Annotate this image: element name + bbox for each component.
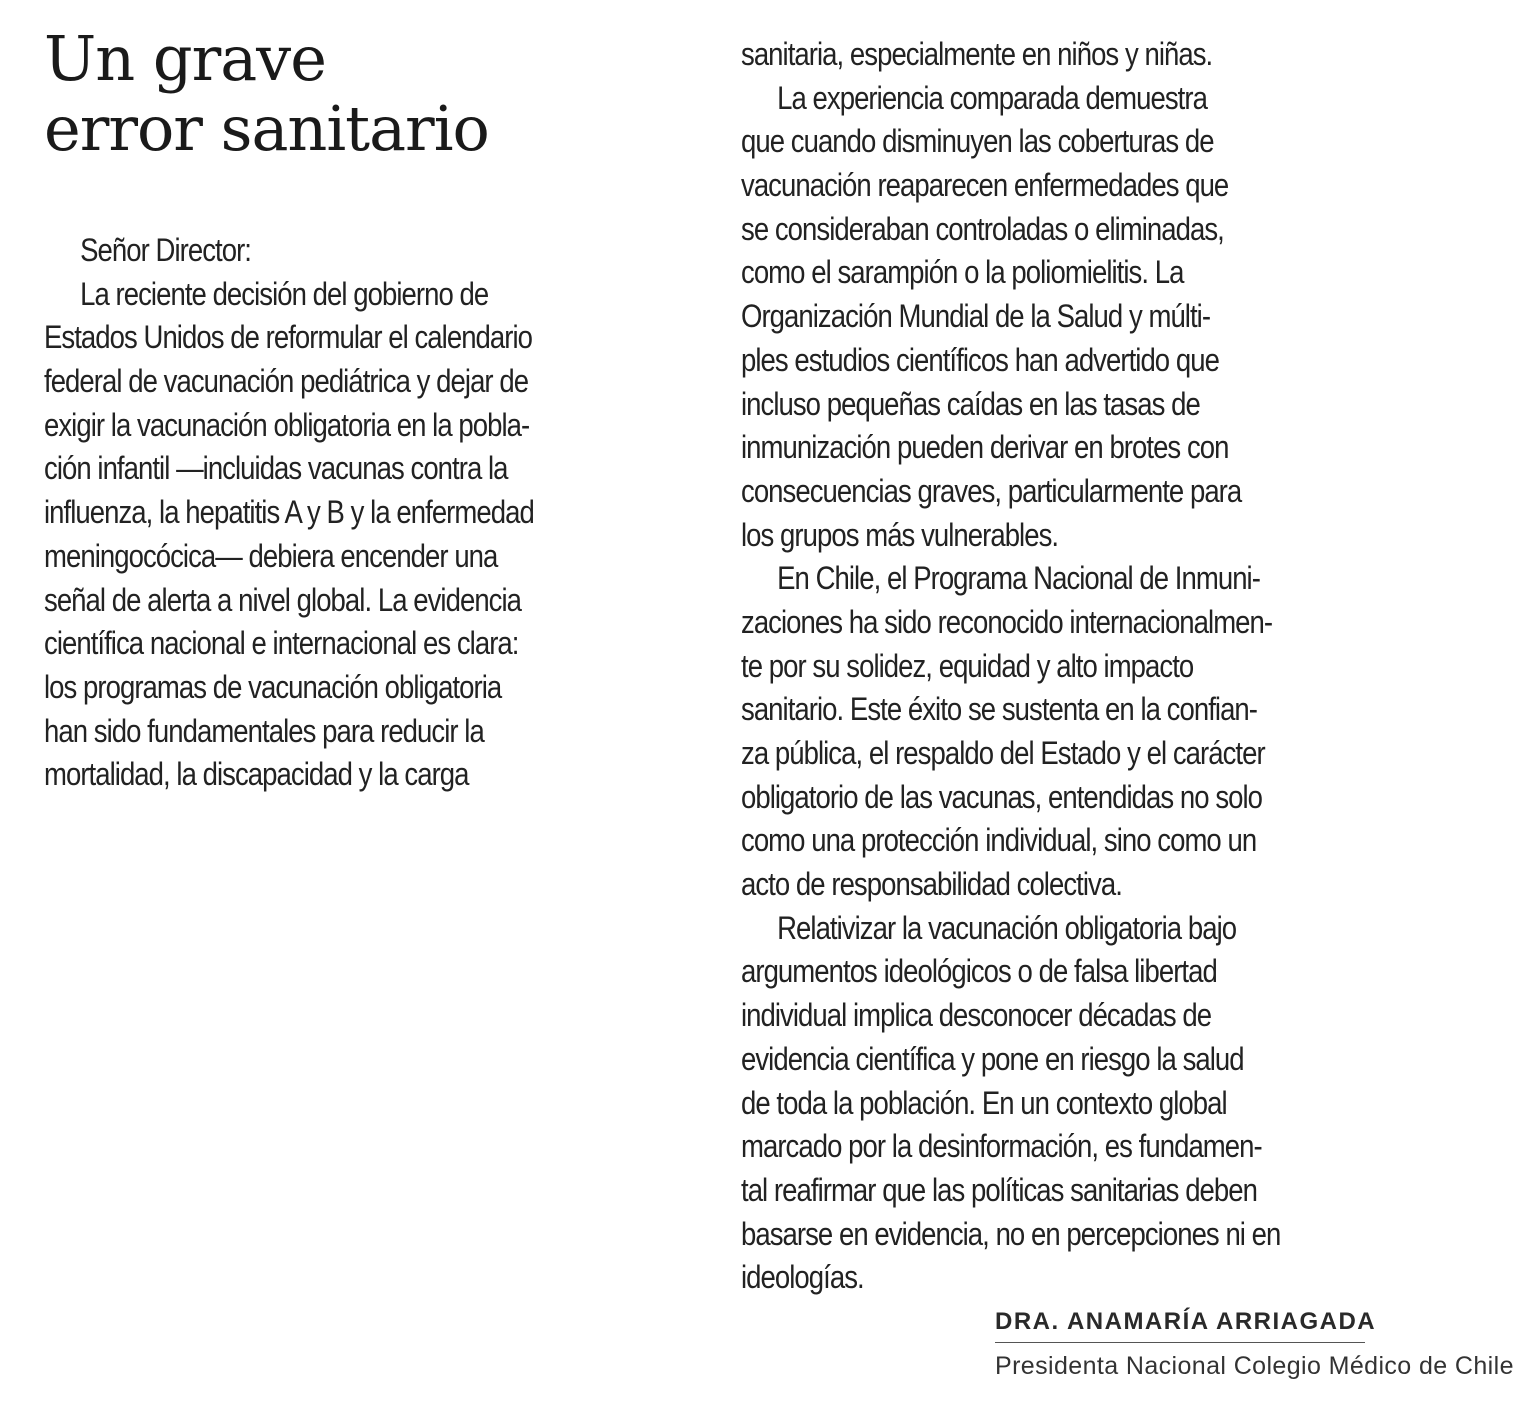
paragraph-line: sanitario. Este éxito se sustenta en la confian- <box>741 691 1258 728</box>
paragraph-line: Estados Unidos de reformular el calendario <box>44 319 533 356</box>
left-column <box>44 229 534 797</box>
paragraph-line: evidencia científica y pone en riesgo la salud <box>741 1040 1244 1077</box>
paragraph-line: En Chile, el Programa Nacional de Inmuni- <box>777 560 1260 597</box>
paragraph-line: los programas de vacunación obligatoria <box>44 668 502 705</box>
salutation: Señor Director: <box>80 232 252 268</box>
paragraph-line: como el sarampión o la poliomielitis. La <box>741 254 1184 291</box>
paragraph-line: federal de vacunación pediátrica y dejar de <box>44 363 529 400</box>
paragraph-line: La reciente decisión del gobierno de <box>80 275 489 312</box>
paragraph-line: vacunación reaparecen enfermedades que <box>741 167 1229 204</box>
paragraph-line: los grupos más vulnerables. <box>741 516 1059 553</box>
paragraph-line: exigir la vacunación obligatoria en la pobla- <box>44 406 530 443</box>
paragraph-line: ples estudios científicos han advertido que <box>741 341 1219 378</box>
paragraph-line: marcado por la desinformación, es fundamen- <box>741 1128 1262 1165</box>
paragraph-line: incluso pequeñas caídas en las tasas de <box>741 385 1200 422</box>
paragraph-line: za pública, el respaldo del Estado y el carácter <box>741 735 1265 771</box>
paragraph-line: obligatorio de las vacunas, entendidas no solo <box>741 778 1263 815</box>
headline-line-1: Un grave <box>44 22 326 95</box>
paragraph-line: ideologías. <box>741 1259 864 1296</box>
paragraph-line: Organización Mundial de la Salud y múlti- <box>741 298 1211 335</box>
paragraph-line: La experiencia comparada demuestra <box>777 79 1207 116</box>
paragraph-line: como una protección individual, sino como un <box>741 822 1257 859</box>
paragraph-line: te por su solidez, equidad y alto impacto <box>741 647 1194 684</box>
paragraph-line: mortalidad, la discapacidad y la carga <box>44 756 469 793</box>
paragraph-line: argumentos ideológicos o de falsa libertad <box>741 953 1217 990</box>
paragraph-line: señal de alerta a nivel global. La evidencia <box>44 581 522 618</box>
headline <box>44 24 489 164</box>
paragraph-line: sanitaria, especialmente en niños y niñas. <box>741 36 1213 72</box>
paragraph-line: influenza, la hepatitis A y B y la enfermedad <box>44 494 534 531</box>
paragraph-line: Relativizar la vacunación obligatoria bajo <box>777 909 1237 946</box>
signature-block <box>995 1308 1514 1381</box>
paragraph-line: inmunización pueden derivar en brotes con <box>741 429 1229 466</box>
author-name: DRA. ANAMARÍA ARRIAGADA <box>995 1308 1365 1343</box>
right-column <box>741 33 1280 1300</box>
headline-line-2: error sanitario <box>44 92 489 165</box>
paragraph-line: de toda la población. En un contexto global <box>741 1084 1227 1121</box>
paragraph-line: que cuando disminuyen las coberturas de <box>741 123 1214 160</box>
author-title: Presidenta Nacional Colegio Médico de Chile <box>995 1352 1514 1380</box>
paragraph-line: consecuencias graves, particularmente para <box>741 472 1242 509</box>
paragraph-line: meningocócica— debiera encender una <box>44 537 498 574</box>
paragraph-line: científica nacional e internacional es clara: <box>44 625 519 662</box>
paragraph-line: ción infantil —incluidas vacunas contra la <box>44 450 508 487</box>
paragraph-line: acto de responsabilidad colectiva. <box>741 866 1122 903</box>
paragraph-line: han sido fundamentales para reducir la <box>44 712 484 749</box>
paragraph-line: zaciones ha sido reconocido internacionalmen- <box>741 603 1273 640</box>
paragraph-line: basarse en evidencia, no en percepciones ni en <box>741 1215 1281 1252</box>
paragraph-line: individual implica desconocer décadas de <box>741 997 1212 1034</box>
paragraph-line: tal reafirmar que las políticas sanitarias deben <box>741 1171 1257 1208</box>
paragraph-line: se consideraban controladas o eliminadas, <box>741 210 1224 247</box>
